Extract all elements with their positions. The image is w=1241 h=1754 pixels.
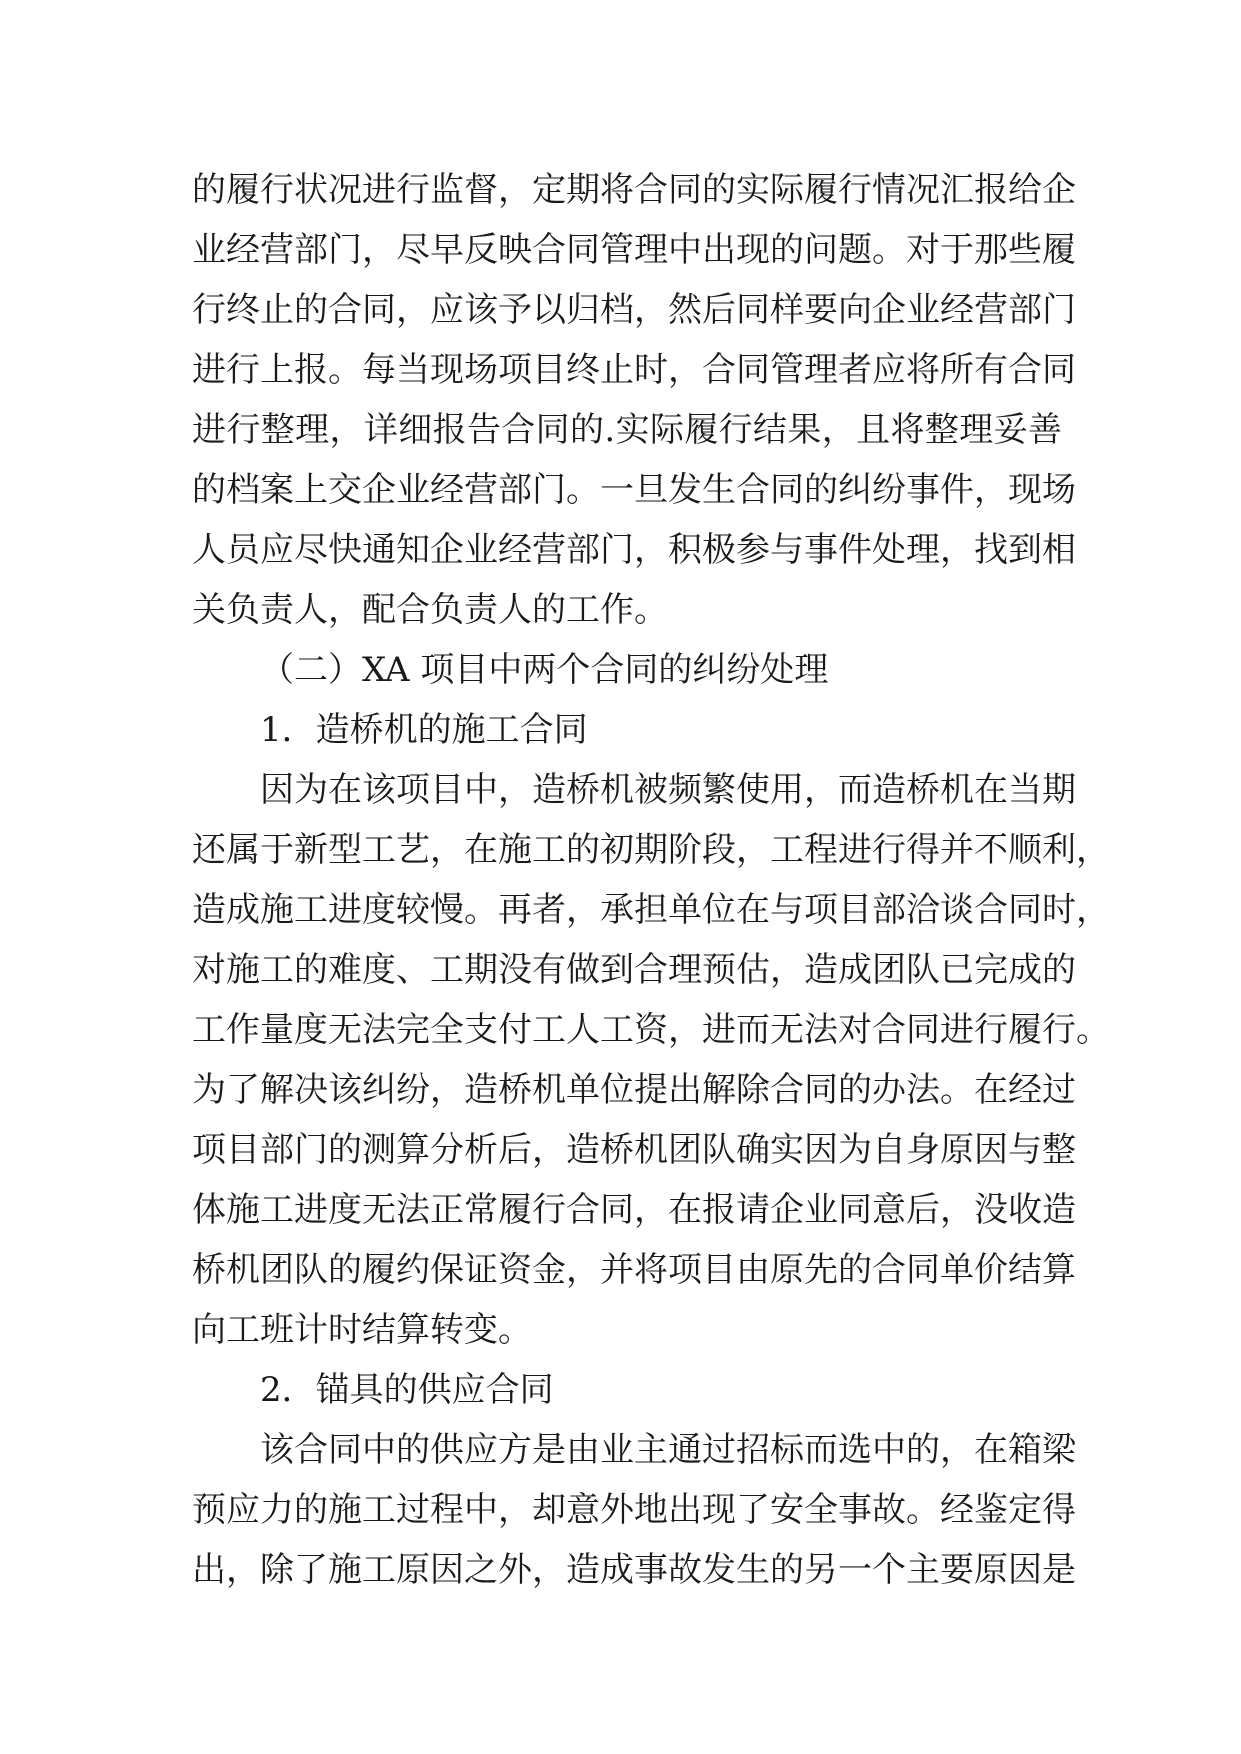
text-line: 造成施工进度较慢。再者，承担单位在与项目部洽谈合同时， [192, 890, 1110, 930]
text-line: 进行上报。每当现场项目终止时，合同管理者应将所有合同 [192, 350, 1076, 390]
body-text [192, 160, 1110, 1600]
text-line: 预应力的施工过程中，却意外地出现了安全事故。经鉴定得 [192, 1490, 1076, 1530]
text-line: 对施工的难度、工期没有做到合理预估，造成团队已完成的 [192, 950, 1076, 990]
text-line: 该合同中的供应方是由业主通过招标而选中的，在箱梁 [260, 1430, 1076, 1470]
text-line: 为了解决该纠纷，造桥机单位提出解除合同的办法。在经过 [192, 1070, 1076, 1110]
text-line: 还属于新型工艺，在施工的初期阶段，工程进行得并不顺利， [192, 830, 1110, 870]
text-line: 桥机团队的履约保证资金，并将项目由原先的合同单价结算 [192, 1250, 1076, 1290]
text-line: 行终止的合同，应该予以归档，然后同样要向企业经营部门 [192, 290, 1076, 330]
text-line: 项目部门的测算分析后，造桥机团队确实因为自身原因与整 [192, 1130, 1076, 1170]
text-line: 的档案上交企业经营部门。一旦发生合同的纠纷事件，现场 [192, 470, 1076, 510]
section-heading: （二）XA 项目中两个合同的纠纷处理 [260, 650, 829, 690]
subsection-heading: 2．锚具的供应合同 [260, 1370, 554, 1410]
text-line: 的履行状况进行监督，定期将合同的实际履行情况汇报给企 [192, 170, 1076, 210]
text-line: 体施工进度无法正常履行合同，在报请企业同意后，没收造 [192, 1190, 1076, 1230]
text-line: 向工班计时结算转变。 [192, 1310, 532, 1350]
text-line: 因为在该项目中，造桥机被频繁使用，而造桥机在当期 [260, 770, 1076, 810]
text-line: 工作量度无法完全支付工人工资，进而无法对合同进行履行。 [192, 1010, 1110, 1050]
text-line: 业经营部门，尽早反映合同管理中出现的问题。对于那些履 [192, 230, 1076, 270]
text-line: 人员应尽快通知企业经营部门，积极参与事件处理，找到相 [192, 530, 1076, 570]
subsection-heading: 1．造桥机的施工合同 [260, 710, 588, 750]
text-line: 出，除了施工原因之外，造成事故发生的另一个主要原因是 [192, 1550, 1076, 1590]
text-line: 关负责人，配合负责人的工作。 [192, 590, 668, 630]
text-line: 进行整理，详细报告合同的.实际履行结果，且将整理妥善 [192, 410, 1062, 450]
